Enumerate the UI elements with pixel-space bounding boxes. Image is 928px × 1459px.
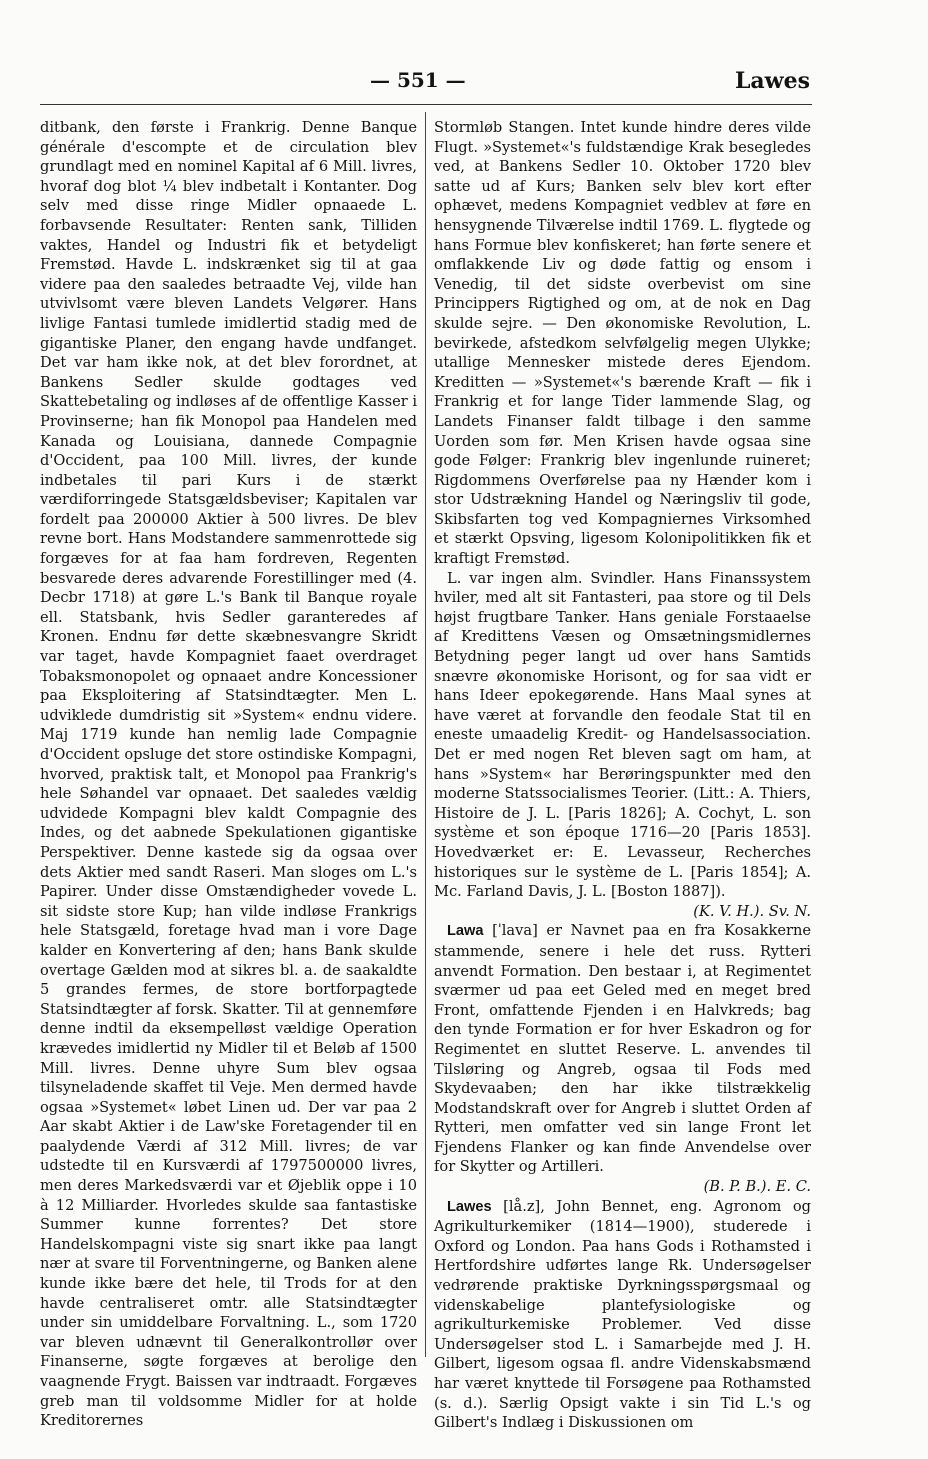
page-number: — 551 —: [370, 68, 466, 92]
author-signature: (K. V. H.). Sv. N.: [693, 902, 811, 920]
column-divider: [425, 112, 426, 1357]
paragraph: ditbank, den første i Frankrig. Denne Banque générale d'escompte et de circulation blev grundlagt med en nominel Kapital af 6 Mill. livres, hvoraf dog blot ¼ blev indbetalt i Kontanter. Dog selv med disse ringe Midler opnaaede L. forbavsende Resultater: Renten sank, Tilliden vaktes, Handel og Industri fik et betydeligt Fremstød. Havde L. indskrænket sig til at gaa videre paa den saaledes betraadte Vej, vilde han utvivlsomt være bleven Landets Velgører. Hans livlige Fantasi tumlede imidlertid stadig med de gigantiske Planer, den engang havde undfanget. Det var ham ikke nok, at det blev forordnet, at Bankens Sedler skulde godtages ved Skattebetaling og indløses af de offentlige Kasser i Provinserne; han fik Monopol paa Handelen med Kanada og Louisiana, dannede Compagnie d'Occident, paa 100 Mill. livres, der kunde indbetales til pari Kurs i de stærkt værdiforringede Statsgældsbeviser; Kapitalen var fordelt paa 200000 Aktier à 500 livres. De blev revne bort. Hans Modstandere sammenrottede sig forgæves for at faa ham fordreven, Regenten besvarede deres advarende Forestillinger med (4. Decbr 1718) at gøre L.'s Bank til Banque royale ell. Statsbank, hvis Sedler garanteredes af Kronen. Endnu før dette skæbnesvangre Skridt var taget, havde Kompagniet faaet overdraget Tobaksmonopolet og opnaaet andre Koncessioner paa Eksploitering af Statsindtægter. Men L. udviklede dumdristig sit »System« endnu videre. Maj 1719 kunde han nemlig lade Compagnie d'Occident opsluge det store ostindiske Kompagni, hvorved, praktisk talt, et Monopol paa Frankrig's hele Søhandel var opnaaet. Det saaledes vældig udvidede Kompagni blev kaldt Compagnie des Indes, og det aabnede Spekulationen gigantiske Perspektiver. Denne kastede sig da ogsaa over dets Aktier med sandt Raseri. Man sloges om L.'s Papirer. Under disse Omstændigheder vovede L. sit sidste store Kup; han vilde indløse Frankrigs hele Statsgæld, foretage hvad man i vore Dage kalder en Konvertering af den; hans Bank skulde overtage Gælden mod at sikres bl. a. de saakaldte 5 grandes fermes, de store bortforpagtede Statsindtægter af forsk. Skatter. Til at gennemføre denne indtil da eksempelløst vældige Operation krævedes imidlertid ny Midler til et Beløb af 1500 Mill. livres. Denne uhyre Sum blev ogsaa tilsyneladende skaffet til Veje. Men dermed havde ogsaa »Systemet« løbet Linen ud. Der var paa 2 Aar skabt Aktier i de Law'ske Foretagender til en paalydende Værdi af 312 Mill. livres; de var udstedte til en Kursværdi af 1797500000 livres, men deres Markedsværdi var et Øjeblik oppe i 10 à 12 Milliarder. Hvorledes skulde saa fantastiske Summer kunne forrentes? Det store Handelskompagni viste sig snart ikke paa langt nær at svare til Forventningerne, og Banken alene kunde ikke bære det hele, til Trods for at den havde centraliseret omtr. alle Statsindtægter under sin umiddelbare Forvaltning. L., som 1720 var bleven udnævnt til Generalkontrollør over Finanserne, søgte forgæves at berolige den vaagnende Frygt. Baissen var indtraadt. Forgæves greb man til voldsomme Midler for at holde Kreditorernes: [40, 119, 417, 1430]
left-column: [40, 118, 417, 1431]
author-signature: (B. P. B.). E. C.: [703, 1178, 811, 1196]
entry-headword: Lawa: [447, 923, 484, 940]
page-header: [40, 68, 810, 98]
right-column: [434, 118, 811, 1433]
entry-lawa: Lawa [ˈlava] er Navnet paa en fra Kosakkerne stammende, senere i hele det russ. Rytteri anvendt Formation. Den bestaar i, at Regimentet sværmer ud paa eet Geled med en meget bred Front, omfattende Fjenden i en Halvkreds; bag den tynde Formation er for hver Eskadron og for Regimentet en sluttet Reserve. L. anvendes til Tilsløring og Angreb, ogsaa til Fods med Skydevaaben; den har ikke tilstrækkelig Modstandskraft over for Angreb i sluttet Orden af Rytteri, men omfatter ved sin lange Front let Fjendens Flanker og kan finde Anvendelse over for Skytter og Artilleri. (B. P. B.). E. C.: [434, 922, 812, 1196]
entry-lawes: Lawes [lå.z], John Bennet, eng. Agronom og Agrikulturkemiker (1814—1900), studerede i Oxford og London. Paa hans Gods i Rothamsted i Hertfordshire udførtes lange Rk. Undersøgelser vedrørende praktiske Dyrkningsspørgsmaal og videnskabelige plantefysiologiske og agrikulturkemiske Problemer. Ved disse Undersøgelser stod L. i Samarbejde med J. H. Gilbert, ligesom ogsaa fl. andre Videnskabsmænd har været knyttede til Forsøgene paa Rothamsted (s. d.). Særlig Opsigt vakte i sin Tid L.'s og Gilbert's Indlæg i Diskussionen om: [434, 1197, 812, 1432]
header-rule: [40, 104, 812, 105]
paragraph: L. var ingen alm. Svindler. Hans Finanssystem hviler, med alt sit Fantasteri, paa store og til Dels højst frugtbare Tanker. Hans geniale Forstaaelse af Kredittens Væsen og Omsætningsmidlernes Betydning peger langt ud over hans Samtids snævre økonomiske Horisont, og for saa vidt er hans Ideer epokegørende. Hans Maal synes at have været at forvandle den feodale Stat til en eneste umaadelig Kredit- og Handelsassociation. Det er med nogen Ret bleven sagt om ham, at hans »System« har Berøringspunkter med den moderne Statssocialismes Teorier. (Litt.: A. Thiers, Histoire de J. L. [Paris 1826]; A. Cochyt, L. son système et son époque 1716—20 [Paris 1853]. Hovedværket er: E. Levasseur, Recherches historiques sur le système de L. [Paris 1854]; A. Mc. Farland Davis, J. L. [Boston 1887]). (K. V. H.). Sv. N.: [434, 569, 811, 920]
running-headword: Lawes: [734, 68, 810, 94]
paragraph: Stormløb Stangen. Intet kunde hindre deres vilde Flugt. »Systemet«'s fuldstændige Krak besegledes ved, at Bankens Sedler 10. Oktober 1720 blev satte ud af Kurs; Banken selv blev kort efter ophævet, medens Kompagniet vedblev at føre en hensygnende Tilværelse indtil 1769. L. flygtede og hans Formue blev konfiskeret; han førte senere et omflakkende Liv og døde fattig og ensom i Venedig, til det sidste overbevist om sine Princippers Rigtighed og om, at de nok en Dag skulde sejre. — Den økonomiske Revolution, L. bevirkede, afstedkom selvfølgelig megen Ulykke; utallige Mennesker mistede deres Ejendom. Kreditten — »Systemet«'s bærende Kraft — fik i Frankrig et for lange Tider lammende Slag, og Landets Finanser faldt tilbage i den samme Uorden som før. Men Krisen havde ogsaa sine gode Følger: Frankrig blev ingenlunde ruineret; Rigdommens Overførelse paa ny Hænder kom i stor Udstrækning Handel og Næringsliv til gode, Skibsfarten tog ved Kompagniernes Virksomhed et stærkt Opsving, ligesom Kolonipolitikken fik et kraftigt Fremstød.: [434, 119, 811, 568]
entry-headword: Lawes: [447, 1198, 492, 1215]
